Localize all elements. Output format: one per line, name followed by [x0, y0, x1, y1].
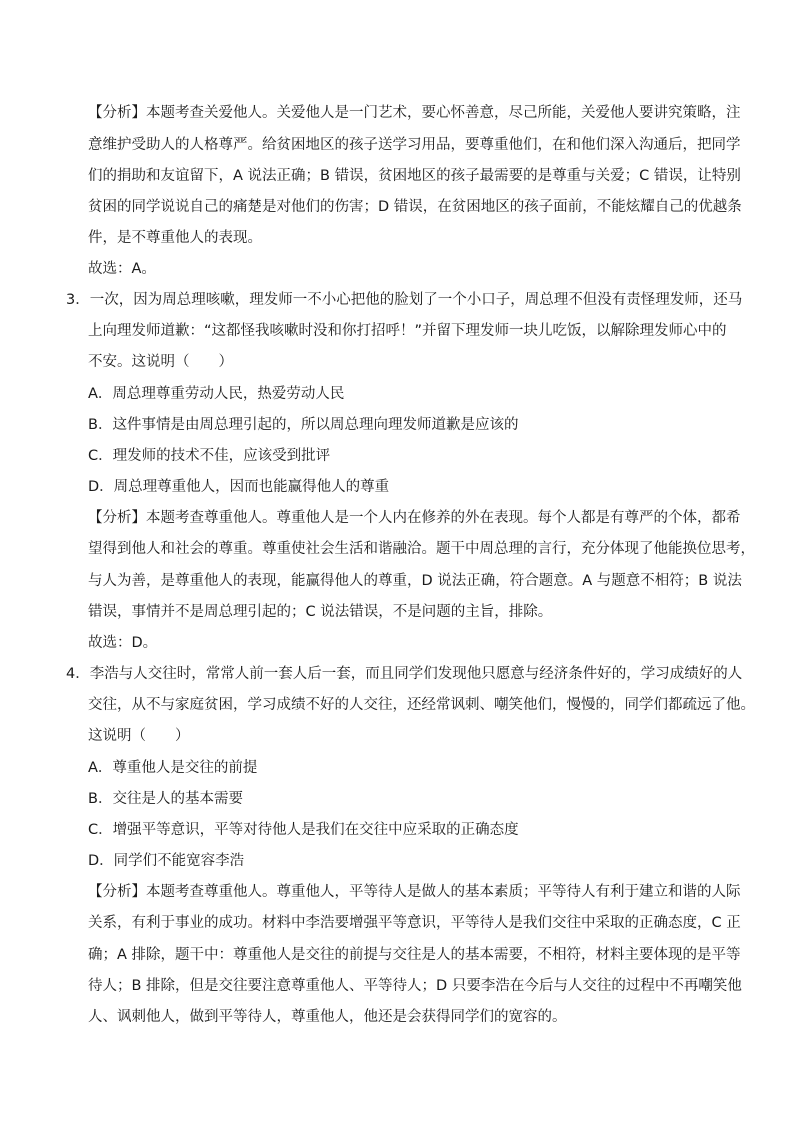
q4-analysis-tag: 【分析】 [88, 884, 146, 900]
q2-analysis-tag: 【分析】 [88, 105, 146, 121]
q4-option-d[interactable]: D．同学们不能宽容李浩 [88, 853, 245, 869]
q3-stem-line-2: 上向理发师道歉：“这都怪我咳嗽时没和你打招呼！”并留下理发师一块儿吃饭，以解除理发师心中的 [88, 323, 727, 339]
q2-answer: 故选：A。 [88, 261, 156, 277]
q3-stem-line-1: 3．一次，因为周总理咳嗽，理发师一不小心把他的脸划了一个小口子，周总理不但没有责怪理发师，还马 [66, 292, 743, 308]
q3-number: 3． [66, 292, 90, 308]
q4-stem-line-2: 交往，从不与家庭贫困，学习成绩不好的人交往，还经常讽刺、嘲笑他们，慢慢的，同学们都疏远了他。 [88, 697, 755, 713]
q4-number: 4． [66, 666, 90, 682]
q4-option-a[interactable]: A．尊重他人是交往的前提 [88, 760, 258, 776]
q4-analysis-line-2: 关系，有利于事业的成功。材料中李浩要增强平等意识，平等待人是我们交往中采取的正确态度，C 正 [88, 915, 741, 931]
q4-analysis-line-4: 待人；B 排除，但是交往要注意尊重他人、平等待人；D 只要李浩在今后与人交往的过程中不再嘲笑他 [88, 978, 742, 994]
q2-analysis-line-5: 件，是不尊重他人的表现。 [88, 230, 262, 246]
q4-option-b[interactable]: B．交往是人的基本需要 [88, 791, 243, 807]
q4-option-c[interactable]: C．增强平等意识，平等对待他人是我们在交往中应采取的正确态度 [88, 822, 519, 838]
q3-analysis-tag: 【分析】 [88, 510, 146, 526]
q3-analysis-line-2: 望得到他人和社会的尊重。尊重使社会生活和谐融洽。题干中周总理的言行，充分体现了他能换位思考， [88, 541, 755, 557]
q3-stem-line-3: 不安。这说明（ ） [88, 354, 233, 370]
q3-analysis-line-3: 与人为善，是尊重他人的表现，能赢得他人的尊重，D 说法正确，符合题意。A 与题意不相符；B 说法 [88, 573, 742, 589]
q4-stem-line-1: 4．李浩与人交往时，常常人前一套人后一套，而且同学们发现他只愿意与经济条件好的，学习成绩好的人 [66, 666, 743, 682]
q2-analysis-line-1: 【分析】本题考查关爱他人。关爱他人是一门艺术，要心怀善意，尽己所能，关爱他人要讲究策略，注 [88, 105, 741, 121]
q3-analysis-line-4: 错误，事情并不是周总理引起的；C 说法错误，不是问题的主旨，排除。 [88, 604, 553, 620]
q4-stem-line-3: 这说明（ ） [88, 728, 190, 744]
q2-analysis-line-3: 们的捐助和友谊留下，A 说法正确；B 错误，贫困地区的孩子最需要的是尊重与关爱；C 错误，让特别 [88, 168, 741, 184]
q4-analysis-line-3: 确；A 排除，题干中：尊重他人是交往的前提与交往是人的基本需要，不相符，材料主要体现的是平等 [88, 947, 741, 963]
q3-option-a[interactable]: A．周总理尊重劳动人民，热爱劳动人民 [88, 386, 345, 402]
q4-analysis-line-1: 【分析】本题考查尊重他人。尊重他人，平等待人是做人的基本素质；平等待人有利于建立和谐的人际 [88, 884, 741, 900]
q3-option-d[interactable]: D．周总理尊重他人，因而也能赢得他人的尊重 [88, 479, 390, 495]
q3-option-c[interactable]: C．理发师的技术不佳，应该受到批评 [88, 448, 331, 464]
q2-analysis-line-2: 意维护受助人的人格尊严。给贫困地区的孩子送学习用品，要尊重他们，在和他们深入沟通后，把同学 [88, 137, 741, 153]
q3-answer: 故选：D。 [88, 635, 158, 651]
q2-analysis-line-4: 贫困的同学说说自己的痛楚是对他们的伤害；D 错误，在贫困地区的孩子面前，不能炫耀自己的优越条 [88, 199, 742, 215]
q3-option-b[interactable]: B．这件事情是由周总理引起的，所以周总理向理发师道歉是应该的 [88, 417, 519, 433]
q4-analysis-line-5: 人、讽刺他人，做到平等待人，尊重他人，他还是会获得同学们的宽容的。 [88, 1009, 567, 1025]
q3-analysis-line-1: 【分析】本题考查尊重他人。尊重他人是一个人内在修养的外在表现。每个人都是有尊严的个体，都希 [88, 510, 741, 526]
